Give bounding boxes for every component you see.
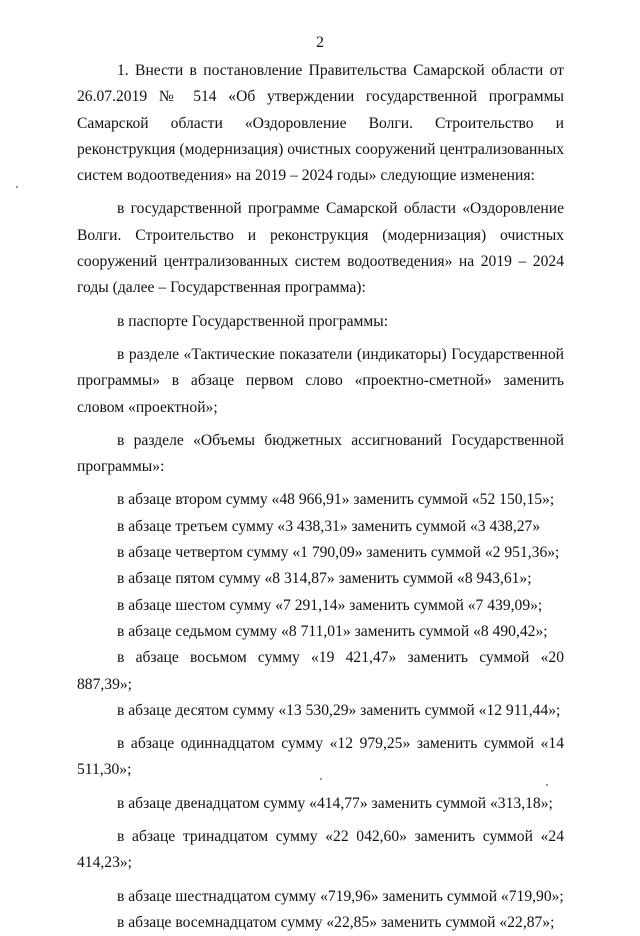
document-body (77, 58, 564, 936)
paragraph-state-program: в государственной программе Самарской области «Оздоровление Волги. Строительство и реконструкция (модернизация) очистных сооружений централизованных систем водоотведения» на 2019 – 2024 годы (далее – Государственная программа): (77, 200, 564, 297)
paragraph-amendment-intro: 1. Внести в постановление Правительства Самарской области от 26.07.2019 № 514 «Об утверждении государственной программы Самарской области «Оздоровление Волги. Строительство и реконструкция (модернизация) очистных сооружений централизованных систем водоотведения» на 2019 – 2024 годы» следующие изменения: (77, 62, 564, 185)
paragraph-budget-section: в разделе «Объемы бюджетных ассигнований Государственной программы»: (77, 431, 564, 476)
paragraph-amount-12: в абзаце двенадцатом сумму «414,77» заменить суммой «313,18»; (117, 794, 553, 812)
paragraph-amount-4: в абзаце четвертом сумму «1 790,09» заменить суммой «2 951,36»; (117, 544, 560, 562)
scan-speck (320, 778, 322, 780)
scan-speck (546, 784, 548, 786)
paragraph-passport: в паспорте Государственной программы: (117, 312, 389, 330)
page-number: 2 (316, 34, 324, 51)
paragraph-amount-13: в абзаце тринадцатом сумму «22 042,60» заменить суммой «24 414,23»; (77, 828, 564, 872)
scan-speck (16, 186, 18, 188)
paragraph-amount-6: в абзаце шестом сумму «7 291,14» заменить суммой «7 439,09»; (117, 596, 543, 614)
paragraph-amount-10: в абзаце десятом сумму «13 530,29» заменить суммой «12 911,44»; (117, 701, 561, 719)
paragraph-amount-5: в абзаце пятом сумму «8 314,87» заменить суммой «8 943,61»; (117, 570, 532, 588)
paragraph-amount-2: в абзаце втором сумму «48 966,91» заменить суммой «52 150,15»; (117, 491, 555, 509)
paragraph-tactical-indicators: в разделе «Тактические показатели (индикаторы) Государственной программы» в абзаце первом слово «проектно-сметной» заменить словом «проектной»; (77, 345, 564, 416)
paragraph-amount-7: в абзаце седьмом сумму «8 711,01» заменить суммой «8 490,42»; (117, 622, 548, 640)
paragraph-amount-3: в абзаце третьем сумму «3 438,31» заменить суммой «3 438,27» (117, 517, 541, 535)
paragraph-amount-16: в абзаце шестнадцатом сумму «719,96» заменить суммой «719,90»; (117, 887, 564, 905)
paragraph-amount-8: в абзаце восьмом сумму «19 421,47» заменить суммой «20 887,39»; (77, 649, 564, 693)
paragraph-amount-11: в абзаце одиннадцатом сумму «12 979,25» заменить суммой «14 511,30»; (77, 735, 564, 779)
paragraph-amount-18: в абзаце восемнадцатом сумму «22,85» заменить суммой «22,87»; (117, 913, 555, 931)
